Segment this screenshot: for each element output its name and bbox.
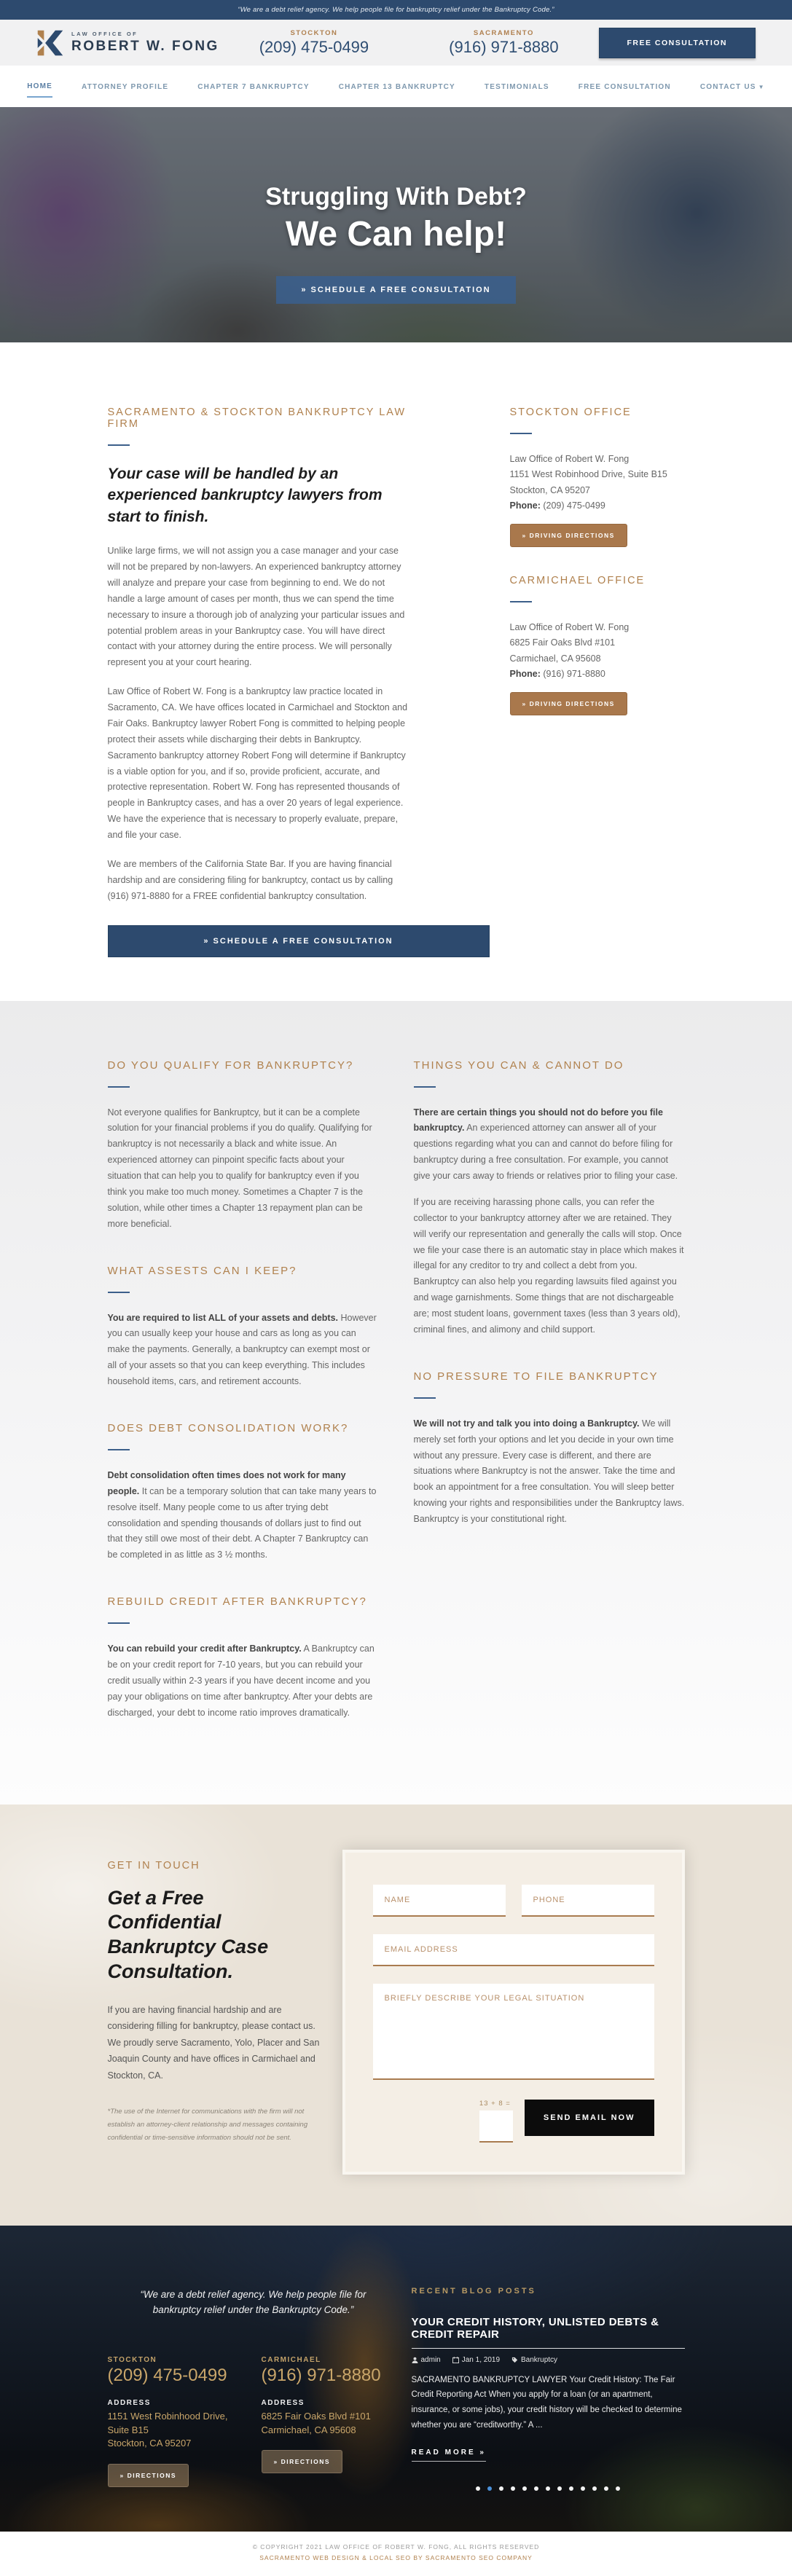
contact-kicker: GET IN TOUCH	[107, 1859, 200, 1872]
carousel-dot[interactable]	[592, 2486, 597, 2491]
seo-credit-link[interactable]: SACRAMENTO WEB DESIGN & LOCAL SEO BY SACRAMENTO SEO COMPANY	[259, 2554, 533, 2562]
hero-banner	[0, 107, 792, 342]
sacramento-label: SACRAMENTO	[473, 28, 534, 37]
faq-qualify	[108, 1059, 379, 1233]
office-name: Law Office of Robert W. Fong	[509, 454, 630, 464]
footer	[0, 2226, 792, 2532]
nav-testimonials[interactable]: TESTIMONIALS	[484, 83, 549, 91]
stockton-phone-number[interactable]: (209) 475-0499	[259, 37, 369, 56]
stockton-label: STOCKTON	[290, 28, 338, 37]
stockton-driving-directions-button[interactable]: » DRIVING DIRECTIONS	[510, 524, 627, 547]
hero-schedule-button[interactable]: » SCHEDULE A FREE CONSULTATION	[276, 276, 515, 304]
faq-heading: NO PRESSURE TO FILE BANKRUPTCY	[413, 1370, 659, 1383]
copyright-text: © COPYRIGHT 2021 LAW OFFICE OF ROBERT W. FONG, ALL RIGHTS RESERVED	[252, 2543, 540, 2551]
phone-input[interactable]	[522, 1885, 654, 1917]
logo[interactable]	[36, 29, 219, 57]
office-name: Law Office of Robert W. Fong	[509, 622, 630, 632]
footer-disclaimer-quote: “We are a debt relief agency. We help people file for bankruptcy relief under the Bankruptcy Code.”	[140, 2288, 366, 2316]
contact-headline: Get a Free Confidential Bankruptcy Case Consultation.	[107, 1886, 269, 1982]
office-sidebar	[510, 407, 685, 957]
faq-debt-consolidation	[108, 1422, 379, 1563]
faq-body: A Bankruptcy can be on your credit report for 7-10 years, but you can rebuild your credit usually within 2-3 years if you have decent income and you pay your obligations on time after bankruptcy. After your debts are discharged, your debt to income ratio improves dramatically.	[107, 1644, 375, 1718]
office-address2: Stockton, CA 95207	[509, 484, 590, 495]
address-line: Stockton, CA 95207	[107, 2438, 192, 2449]
nav-free-consultation[interactable]: FREE CONSULTATION	[578, 83, 671, 91]
office-phone-label: Phone:	[509, 668, 541, 679]
hero-headline-line2: We Can help!	[285, 214, 507, 254]
divider	[510, 601, 532, 602]
divider	[108, 1449, 130, 1450]
top-disclaimer-bar	[0, 0, 792, 20]
faq-body-2: If you are receiving harassing phone calls, you can refer the collector to your bankruptcy attorney after we are retained. They will verify our representation and generally the calls will stop. Once we file your case there is an automatic stay in place which makes it illegal for any creditor to try and collect a debt from you. Bankruptcy can also help you regarding lawsuits filed against you and wage garnishments. Some things that are not dischargeable are; most student loans, government taxes (less than 3 years old), criminal fines, and alimony and child support.	[413, 1196, 684, 1335]
faq-section	[0, 1001, 792, 1805]
footer-carmichael-office	[262, 2356, 399, 2488]
faq-no-pressure	[414, 1370, 685, 1528]
intro-kicker: SACRAMENTO & STOCKTON BANKRUPTCY LAW FIRM	[107, 407, 407, 430]
divider	[414, 1397, 436, 1399]
footer-stockton-label: STOCKTON	[107, 2355, 157, 2364]
nav-chapter7[interactable]: CHAPTER 7 BANKRUPTCY	[197, 83, 310, 91]
divider	[510, 433, 532, 434]
sacramento-phone-number[interactable]: (916) 971-8880	[449, 37, 559, 56]
nav-attorney-profile[interactable]: ATTORNEY PROFILE	[82, 83, 169, 91]
tag-icon	[511, 2357, 518, 2363]
footer-stockton-phone[interactable]: (209) 475-0499	[107, 2365, 227, 2385]
carousel-dot[interactable]	[569, 2486, 573, 2491]
carmichael-driving-directions-button[interactable]: » DRIVING DIRECTIONS	[510, 692, 627, 715]
office-phone[interactable]: (916) 971-8880	[540, 668, 605, 679]
carousel-dot[interactable]	[616, 2486, 620, 2491]
carousel-dot[interactable]	[476, 2486, 480, 2491]
faq-heading: DOES DEBT CONSOLIDATION WORK?	[107, 1421, 349, 1434]
faq-body: We will merely set forth your options and let you decide in your own time without any pressure. Every case is different, and there are situations where Bankruptcy is not the answer. Take the time and book an appointment for a free consultation. You will sleep better knowing your rights and responsibilities under the Bankruptcy laws. Bankruptcy is your constitutional right.	[413, 1418, 685, 1525]
faq-body: However you can usually keep your house and cars as long as you can make the payments. Generally, a bankruptcy can exempt most or all of your assets so that you can keep everything. This includes household items, cars, and retirement accounts.	[107, 1312, 377, 1387]
carousel-dot[interactable]	[534, 2486, 538, 2491]
divider	[414, 1086, 436, 1088]
faq-lead: Debt consolidation often times does not work for many people.	[107, 1469, 346, 1496]
divider	[108, 444, 130, 446]
author-icon	[412, 2357, 418, 2363]
intro-paragraph-1: Unlike large firms, we will not assign you a case manager and your case will not be prepared by non-lawyers. An experienced bankruptcy attorney will analyze and prepare your case from beginning to end. We do not handle a large amount of cases per month, thus we can spend the time necessary to insure a thorough job of analyzing your particular issues and potential problem areas in your Bankruptcy case. You will have direct contact with your attorney during the entire process. We will personally represent you at your court hearing.	[107, 546, 405, 668]
faq-lead: We will not try and talk you into doing a Bankruptcy.	[413, 1418, 640, 1429]
carousel-dot[interactable]	[604, 2486, 608, 2491]
logo-line1: LAW OFFICE OF	[71, 31, 138, 37]
recent-blog-posts	[412, 2287, 685, 2491]
send-email-button[interactable]: SEND EMAIL NOW	[525, 2100, 654, 2136]
intro-section	[0, 342, 792, 1001]
bottom-bar	[0, 2532, 792, 2576]
stockton-office-heading: STOCKTON OFFICE	[509, 407, 632, 418]
contact-disclaimer: *The use of the Internet for communications with the firm will not establish an attorney-client relationship and messages containing confidential or time-sensitive information should not be sent.	[107, 2108, 308, 2143]
email-input[interactable]	[373, 1934, 654, 1966]
nav-chapter13[interactable]: CHAPTER 13 BANKRUPTCY	[338, 83, 455, 91]
captcha-input[interactable]	[479, 2110, 513, 2143]
faq-lead: You can rebuild your credit after Bankruptcy.	[107, 1644, 302, 1654]
carousel-dot[interactable]	[522, 2486, 527, 2491]
address-label: ADDRESS	[107, 2398, 151, 2407]
hero-headline-line1: Struggling With Debt?	[265, 182, 527, 211]
calendar-icon	[452, 2357, 459, 2363]
divider	[108, 1086, 130, 1088]
divider	[108, 1622, 130, 1624]
blog-carousel-dots	[412, 2486, 685, 2491]
faq-body: An experienced attorney can answer all of your questions regarding what you can and cannot do before filing for bankruptcy during a free consultation. For example, you cannot give your cars away to friends or relatives prior to filing your case.	[413, 1123, 678, 1182]
nav-home[interactable]: HOME	[27, 75, 52, 98]
legal-situation-textarea[interactable]	[373, 1984, 654, 2080]
office-phone-label: Phone:	[509, 500, 541, 511]
faq-body: Not everyone qualifies for Bankruptcy, but it can be a complete solution for your financial problems if you do qualify. Qualifying for bankruptcy is not necessarily a black and white issue. An experienced attorney can pinpoint specific facts about your situation that can help you to qualify for bankruptcy even if you think you make too much money. Sometimes a Chapter 7 is the solution, while other times a Chapter 13 repayment plan can be more beneficial.	[107, 1107, 372, 1229]
name-input[interactable]	[373, 1885, 506, 1917]
faq-rebuild-credit	[108, 1595, 379, 1721]
free-consultation-button[interactable]: FREE CONSULTATION	[599, 28, 756, 58]
faq-assets	[108, 1265, 379, 1390]
footer-carmichael-label: CARMICHAEL	[261, 2355, 321, 2364]
contact-body: If you are having financial hardship and are considering filling for bankruptcy, please contact us. We proudly serve Sacramento, Yolo, Placer and San Joaquin County and have offices in Carmichael and Stockton, CA.	[107, 2004, 320, 2081]
blog-date: Jan 1, 2019	[452, 2356, 500, 2364]
read-more-link[interactable]: READ MORE »	[412, 2449, 486, 2462]
blog-excerpt: SACRAMENTO BANKRUPTCY LAWYER Your Credit History: The Fair Credit Reporting Act When you apply for a loan (or an apartment, insurance, or some jobs), your credit history will be checked to determine whether you are “creditworthy.” A ...	[411, 2375, 682, 2430]
contact-section	[0, 1805, 792, 2226]
carmichael-office-heading: CARMICHAEL OFFICE	[509, 575, 646, 586]
address-line: Carmichael, CA 95608	[261, 2424, 356, 2435]
address-line: Suite B15	[107, 2424, 149, 2435]
carousel-dot[interactable]	[499, 2486, 503, 2491]
carousel-dot-active[interactable]	[487, 2486, 492, 2491]
address-line: 1151 West Robinhood Drive,	[107, 2410, 228, 2422]
faq-lead: You are required to list ALL of your assets and debts.	[107, 1312, 338, 1323]
chevron-down-icon: ▼	[758, 84, 765, 90]
nav-contact-us[interactable]	[700, 76, 765, 97]
divider	[108, 1292, 130, 1293]
address-line: 6825 Fair Oaks Blvd #101	[261, 2410, 371, 2422]
blog-author: admin	[412, 2356, 441, 2364]
office-phone[interactable]: (209) 475-0499	[540, 500, 605, 511]
carousel-dot[interactable]	[557, 2486, 562, 2491]
intro-headline: Your case will be handled by an experienced bankruptcy lawyers from start to finish.	[107, 466, 383, 525]
logo-line2: ROBERT W. FONG	[71, 39, 219, 54]
faq-lead: There are certain things you should not do before you file bankruptcy.	[413, 1107, 663, 1134]
blog-section-heading: RECENT BLOG POSTS	[411, 2286, 536, 2296]
sacramento-phone-block	[449, 29, 558, 57]
intro-paragraph-2: Law Office of Robert W. Fong is a bankruptcy law practice located in Sacramento, CA. We have offices located in Carmichael and Stockton and Fair Oaks. Bankruptcy lawyer Robert Fong is committed to helping people protect their assets while discharging their debts in Bankruptcy. Sacramento bankruptcy attorney Robert Fong will determine if Bankruptcy is a viable option for you, and if so, provide proficient, accurate, and protective representation. Robert W. Fong has represented thousands of people in Bankruptcy cases, and has a over 20 years of legal experience. We have the experience that is necessary to properly evaluate, prepare, and file your case.	[107, 686, 408, 841]
faq-can-cannot-do	[414, 1059, 685, 1338]
captcha-label: 13 + 8 =	[479, 2099, 511, 2108]
faq-body: It can be a temporary solution that can take many years to resolve itself. Many people come to us after trying debt consolidation and spending thousands of dollars just to find out that they still owe most of their debt. A Chapter 7 Bankruptcy can be completed in as little as 3 ½ months.	[107, 1485, 377, 1560]
footer-stockton-directions-button[interactable]: » DIRECTIONS	[108, 2464, 189, 2487]
office-address1: 6825 Fair Oaks Blvd #101	[509, 637, 616, 648]
blog-post-title[interactable]: YOUR CREDIT HISTORY, UNLISTED DEBTS & CREDIT REPAIR	[412, 2316, 685, 2349]
carousel-dot[interactable]	[511, 2486, 515, 2491]
header-phones	[219, 29, 599, 57]
site-header	[0, 20, 792, 66]
contact-form	[342, 1850, 685, 2175]
carmichael-office-card	[510, 575, 685, 715]
office-address1: 1151 West Robinhood Drive, Suite B15	[509, 469, 667, 480]
faq-heading: WHAT ASSESTS CAN I KEEP?	[107, 1264, 297, 1277]
carousel-dot[interactable]	[546, 2486, 550, 2491]
main-nav	[0, 66, 792, 107]
footer-carmichael-directions-button[interactable]: » DIRECTIONS	[262, 2450, 343, 2473]
address-label: ADDRESS	[261, 2398, 305, 2407]
nav-contact-us-label: CONTACT US	[699, 83, 756, 91]
stockton-office-card	[510, 407, 685, 547]
blog-category[interactable]: Bankruptcy	[511, 2356, 557, 2364]
faq-heading: REBUILD CREDIT AFTER BANKRUPTCY?	[107, 1595, 367, 1609]
logo-icon	[36, 29, 64, 57]
footer-stockton-office	[108, 2356, 246, 2488]
faq-heading: THINGS YOU CAN & CANNOT DO	[413, 1059, 624, 1072]
office-address2: Carmichael, CA 95608	[509, 653, 601, 664]
footer-carmichael-phone[interactable]: (916) 971-8880	[261, 2365, 381, 2385]
disclaimer-text: “We are a debt relief agency. We help people file for bankruptcy relief under the Bankruptcy Code.”	[238, 6, 554, 14]
stockton-phone-block	[259, 29, 369, 57]
faq-heading: DO YOU QUALIFY FOR BANKRUPTCY?	[107, 1059, 354, 1072]
intro-paragraph-3: We are members of the California State Bar. If you are having financial hardship and are considering filing for bankruptcy, contact us by calling (916) 971-8880 for a FREE confidential bankruptcy consultation.	[107, 858, 393, 901]
carousel-dot[interactable]	[581, 2486, 585, 2491]
intro-schedule-button[interactable]: » SCHEDULE A FREE CONSULTATION	[108, 925, 490, 957]
